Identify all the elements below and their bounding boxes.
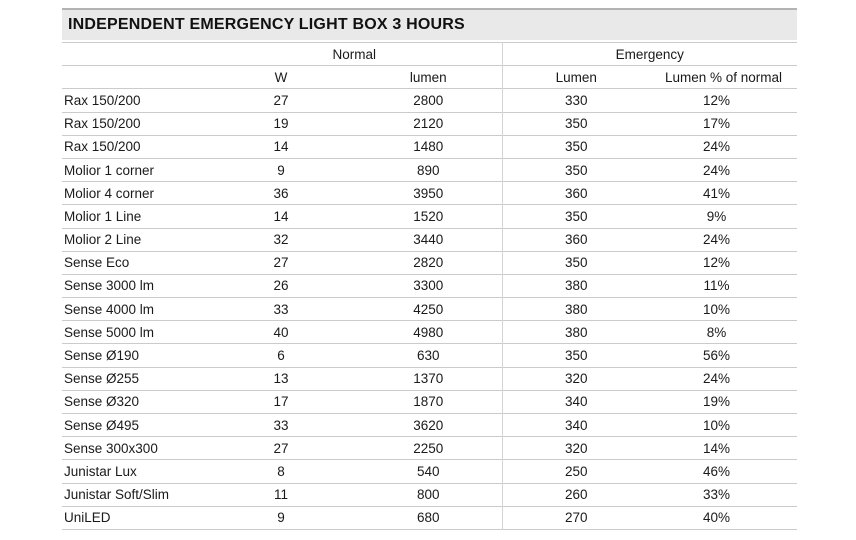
watt-cell: 27 (273, 92, 289, 108)
product-name-cell: Sense 5000 lm (64, 324, 155, 340)
watt-cell: 8 (277, 463, 285, 479)
watt-cell: 11 (273, 487, 288, 503)
product-name-cell: Molior 1 Line (64, 208, 142, 224)
emergency-lumen-cell: 350 (502, 158, 650, 181)
table-row (62, 390, 797, 413)
product-name-cell: Rax 150/200 (64, 92, 141, 108)
watt-cell: 36 (273, 185, 289, 201)
table-row (62, 298, 797, 321)
emergency-lumen-cell: 380 (502, 274, 650, 297)
lumen-percent-cell: 24% (703, 139, 731, 155)
column-header-emergency-lumen: Lumen (502, 66, 650, 89)
lumen-percent-cell: 24% (703, 232, 731, 248)
emergency-lumen-cell: 320 (502, 437, 650, 460)
lumen-percent-cell: 14% (703, 440, 731, 456)
watt-cell: 14 (273, 139, 289, 155)
table-row (62, 228, 797, 251)
table-row (62, 251, 797, 274)
watt-cell: 17 (273, 394, 289, 410)
product-name-cell: Sense Eco (64, 255, 130, 271)
emergency-lumen-cell: 320 (502, 367, 650, 390)
table-row (62, 483, 797, 506)
product-name-cell: Molior 1 corner (64, 162, 155, 178)
lumen-percent-cell: 19% (703, 394, 731, 410)
table-row (62, 321, 797, 344)
column-header-product (62, 66, 207, 89)
lumen-cell: 1520 (413, 208, 444, 224)
lumen-cell: 1370 (413, 371, 444, 387)
watt-cell: 40 (273, 324, 289, 340)
column-header-lumen-percent: Lumen % of normal (664, 69, 783, 85)
lumen-cell: 4980 (413, 324, 444, 340)
lumen-percent-cell: 41% (703, 185, 731, 201)
lumen-percent-cell: 33% (703, 487, 731, 503)
group-header-row (62, 43, 797, 66)
lumen-percent-cell: 24% (703, 371, 731, 387)
table-body (62, 89, 797, 530)
lumen-cell: 540 (416, 463, 440, 479)
lumen-percent-cell: 46% (703, 463, 731, 479)
lumen-percent-cell: 40% (703, 510, 731, 526)
lumen-cell: 800 (416, 487, 440, 503)
emergency-lumen-cell: 350 (502, 112, 650, 135)
emergency-lumen-cell: 380 (502, 298, 650, 321)
table-row (62, 506, 797, 529)
lumen-percent-cell: 8% (706, 324, 727, 340)
product-name-cell: Sense 3000 lm (64, 278, 155, 294)
column-header-lumen: lumen (409, 69, 447, 85)
product-name-cell: Sense Ø190 (64, 348, 140, 364)
product-name-cell: UniLED (64, 510, 111, 526)
lumen-cell: 2800 (413, 92, 444, 108)
table-title-bar (62, 8, 797, 40)
lumen-cell: 3300 (413, 278, 444, 294)
watt-cell: 27 (273, 255, 289, 271)
emergency-lumen-cell: 360 (502, 182, 650, 205)
group-header-normal: Normal (332, 46, 377, 62)
column-header-row (62, 66, 797, 89)
table-row (62, 112, 797, 135)
lumen-cell: 2120 (413, 116, 444, 132)
table-row (62, 274, 797, 297)
lumen-percent-cell: 56% (703, 348, 731, 364)
watt-cell: 27 (273, 440, 289, 456)
lumen-percent-cell: 11% (703, 278, 730, 294)
product-name-cell: Sense 4000 lm (64, 301, 155, 317)
lumen-percent-cell: 10% (703, 417, 731, 433)
lumen-cell: 2250 (413, 440, 444, 456)
emergency-lumen-cell: 350 (502, 344, 650, 367)
table-row (62, 135, 797, 158)
watt-cell: 33 (273, 417, 289, 433)
table-row (62, 158, 797, 181)
product-name-cell: Molior 4 corner (64, 185, 155, 201)
lumen-cell: 3620 (413, 417, 444, 433)
product-name-cell: Rax 150/200 (64, 139, 141, 155)
column-header-watt: W (274, 69, 288, 85)
product-name-cell: Molior 2 Line (64, 232, 142, 248)
emergency-lumen-cell: 270 (502, 506, 650, 529)
watt-cell: 9 (277, 510, 285, 526)
product-name-cell: Junistar Lux (64, 463, 137, 479)
table-row (62, 414, 797, 437)
watt-cell: 33 (273, 301, 289, 317)
product-name-cell: Sense 300x300 (64, 440, 158, 456)
lumen-percent-cell: 12% (703, 92, 731, 108)
table-row (62, 205, 797, 228)
emergency-lumen-cell: 380 (502, 321, 650, 344)
emergency-light-table (62, 42, 797, 530)
table-row (62, 344, 797, 367)
watt-cell: 14 (273, 208, 289, 224)
emergency-lumen-cell: 340 (502, 390, 650, 413)
emergency-lumen-cell: 350 (502, 205, 650, 228)
table-row (62, 460, 797, 483)
lumen-cell: 3950 (413, 185, 444, 201)
emergency-lumen-cell: 360 (502, 228, 650, 251)
lumen-cell: 1480 (413, 139, 444, 155)
table-sheet (62, 8, 797, 530)
table-row (62, 182, 797, 205)
watt-cell: 32 (273, 232, 289, 248)
emergency-lumen-cell: 340 (502, 414, 650, 437)
product-name-cell: Rax 150/200 (64, 116, 141, 132)
group-header-empty (62, 43, 207, 66)
emergency-lumen-cell: 260 (502, 483, 650, 506)
table-title: INDEPENDENT EMERGENCY LIGHT BOX 3 HOURS (68, 16, 465, 33)
lumen-cell: 2820 (413, 255, 444, 271)
watt-cell: 9 (277, 162, 285, 178)
lumen-cell: 3440 (413, 232, 444, 248)
lumen-percent-cell: 10% (703, 301, 731, 317)
lumen-percent-cell: 9% (706, 208, 727, 224)
product-name-cell: Junistar Soft/Slim (64, 487, 170, 503)
table-row (62, 437, 797, 460)
watt-cell: 6 (277, 348, 285, 364)
lumen-cell: 890 (416, 162, 440, 178)
watt-cell: 19 (273, 116, 289, 132)
lumen-percent-cell: 17% (703, 116, 731, 132)
lumen-cell: 680 (416, 510, 440, 526)
table-row (62, 89, 797, 112)
product-name-cell: Sense Ø495 (64, 417, 140, 433)
lumen-percent-cell: 12% (703, 255, 731, 271)
emergency-lumen-cell: 350 (502, 251, 650, 274)
watt-cell: 26 (273, 278, 289, 294)
lumen-cell: 630 (416, 348, 440, 364)
emergency-lumen-cell: 330 (502, 89, 650, 112)
emergency-lumen-cell: 250 (502, 460, 650, 483)
table-row (62, 367, 797, 390)
product-name-cell: Sense Ø255 (64, 371, 140, 387)
watt-cell: 13 (273, 371, 289, 387)
lumen-cell: 4250 (413, 301, 444, 317)
group-header-emergency: Emergency (502, 43, 797, 66)
lumen-cell: 1870 (413, 394, 444, 410)
emergency-lumen-cell: 350 (502, 135, 650, 158)
product-name-cell: Sense Ø320 (64, 394, 140, 410)
lumen-percent-cell: 24% (703, 162, 731, 178)
